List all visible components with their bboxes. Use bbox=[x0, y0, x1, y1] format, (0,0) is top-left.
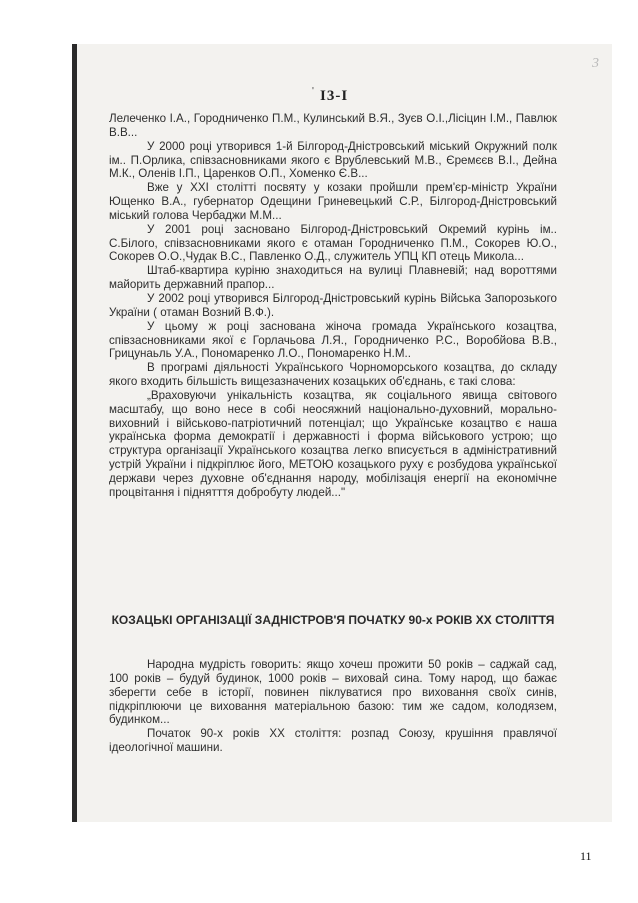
paragraph-1: Лелеченко І.А., Городниченко П.М., Кулинський В.Я., Зуєв О.І.,Лісіцин І.М., Павлюк В.В... bbox=[109, 112, 557, 139]
section-body bbox=[109, 658, 557, 755]
corner-page-mark: 3 bbox=[592, 56, 599, 71]
page-header: I3-I bbox=[320, 88, 349, 104]
section-title: КОЗАЦЬКІ ОРГАНІЗАЦІЇ ЗАДНІСТРОВ'Я ПОЧАТКУ 90-х РОКІВ XX СТОЛІТТЯ bbox=[111, 613, 555, 627]
scan-edge-bar bbox=[72, 44, 77, 822]
paragraph-5: Штаб-квартира куріню знаходиться на вулиці Плавневій; над ворoттями майорить державний прапор... bbox=[109, 264, 557, 292]
body-text bbox=[109, 112, 557, 500]
section-paragraph-2: Початок 90-х років XX століття: розпад Союзу, крушіння правлячої ідеологічної машини. bbox=[109, 727, 557, 755]
section-paragraph-1: Народна мудрість говорить: якщо хочеш прожити 50 років – саджай сад, 100 років – будуй будинок, 1000 років – виховай сина. Тому народ, що бажає зберегти себе в історії, повинен піклуватися про виховання своїх синів, підкріплюючи це виховання матеріальною базою: тим же садом, колодязем, будинком... bbox=[109, 658, 557, 727]
tick-mark: ' bbox=[312, 86, 314, 97]
paragraph-4: У 2001 році засновано Білгород-Дністровський Окремий курінь ім.. С.Білого, співзасновниками якого є отаман Городниченко П.М., Сокорев Ю.О., Сокорев О.О.,Чудак В.С., Павленко О.Д., служитель УПЦ КП отець Микола... bbox=[109, 222, 557, 264]
paragraph-8: В програмі діяльності Українського Чорноморського козацтва, до складу якого входить більшість вищезазначених козацьких об'єднань, є такі слова: bbox=[109, 361, 557, 389]
page-number: 11 bbox=[580, 849, 592, 863]
paragraph-7: У цьому ж році заснована жіноча громада Українського козацтва, співзасновниками якої є Горлачьова Л.Я., Городниченко Р.С., Воробйова В.В., Грицунаьль У.А., Пономаренко Л.О., Пономаренко Н.М.. bbox=[109, 319, 557, 361]
program-quote: „Враховуючи унікальність козацтва, як соціального явища світового масштабу, що воно несе в собі неосяжний національно-духовний, морально-виховний і військово-патріотичний потенціал; що Українське козацтво є наша українська форма демократії і державності і форма військового устрою; що структура організації Українського козацтва легко вписується в адміністративний устрій України і підкріплює його, МЕТОЮ козацького руху є розбудова української держави через духовне об'єднання народу, мобілізація енергії на економічне процвітання і піднятття добробуту людей..." bbox=[109, 388, 557, 499]
paragraph-3: Вже у XXI столітті посвяту у козаки пройшли прем'єр-міністр України Ющенко В.А., губернатор Одещини Гриневецький С.Р., Білгород-Дністровський міський голова Чербаджи М.М... bbox=[109, 181, 557, 222]
paragraph-2: У 2000 році утворився 1-й Білгород-Дністровський міський Окружний полк ім.. П.Орлика, співзасновниками якого є Врублевський М.В., Єремєєв В.І., Дейна М.К., Оленів І.П., Царенков О.П., Хоменко Є.В... bbox=[109, 139, 557, 181]
paragraph-6: У 2002 році утворився Білгород-Дністровський курінь Війська Запорозького України ( отаман Возний В.Ф.). bbox=[109, 291, 557, 319]
